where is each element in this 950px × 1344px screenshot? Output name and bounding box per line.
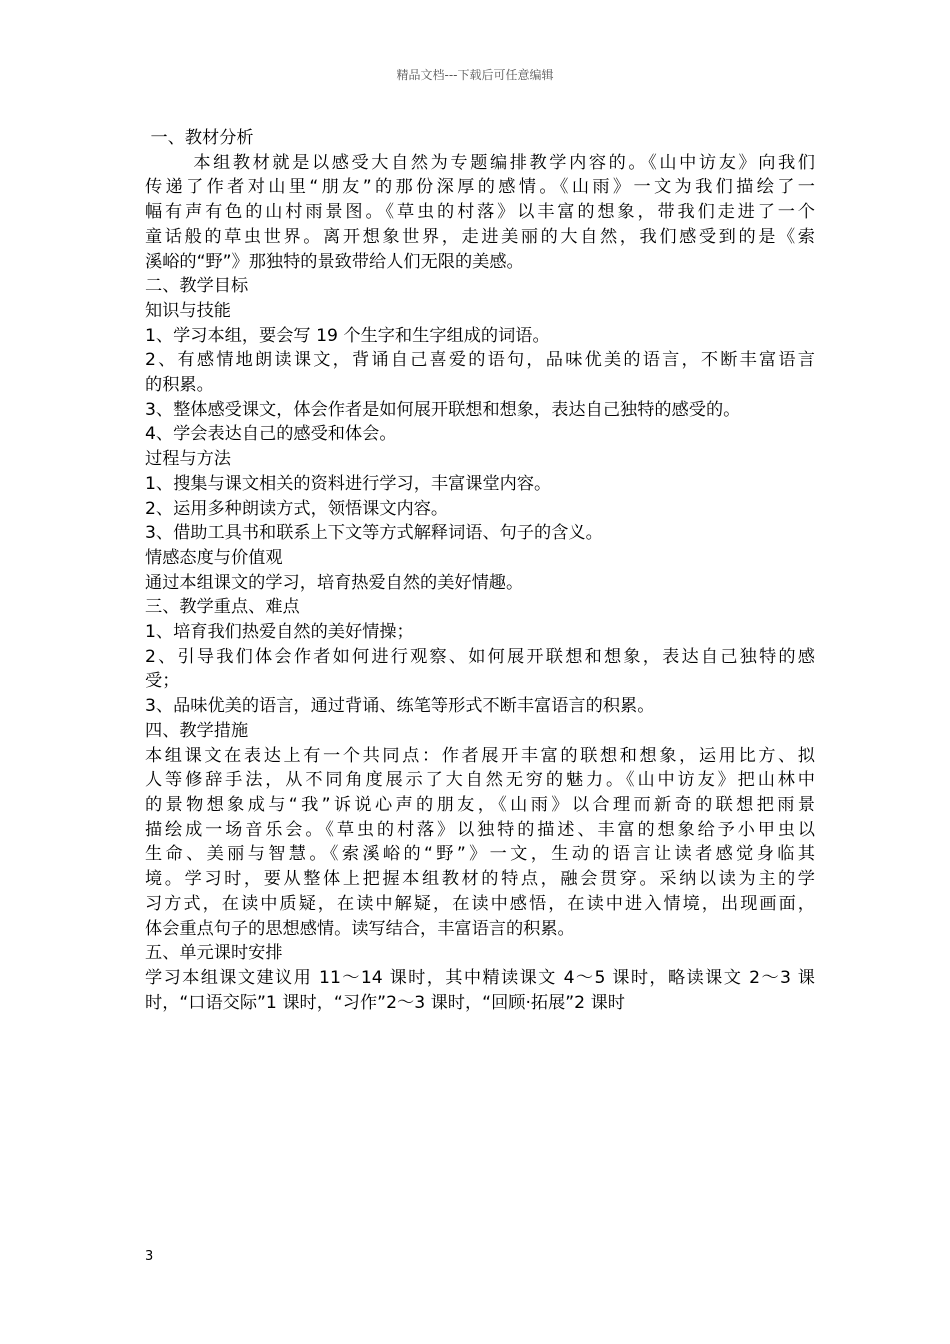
- text-line: 通过本组课文的学习，培育热爱自然的美好情趣。: [145, 572, 524, 593]
- text-line: 知识与技能: [145, 300, 231, 321]
- text-line: 学习本组课文建议用 11～14 课时，其中精读课文 4～5 课时，略读课文 2～3 课: [145, 967, 815, 988]
- text-line: 1、培育我们热爱自然的美好情操；: [145, 622, 414, 643]
- text-line: 本组教材就是以感受大自然为专题编排教学内容的。《山中访友》向我们: [145, 152, 815, 173]
- page-number: 3: [145, 1249, 154, 1264]
- text-line: 溪峪的“野”》那独特的景致带给人们无限的美感。: [145, 251, 524, 272]
- text-line: 情感态度与价值观: [145, 547, 283, 568]
- text-line: 的景物想象成与“我”诉说心声的朋友，《山雨》以合理而新奇的联想把雨景: [145, 794, 815, 815]
- text-line: 习方式，在读中质疑，在读中解疑，在读中感悟，在读中进入情境，出现画面，: [145, 893, 815, 914]
- text-line: 境。学习时，要从整体上把握本组教材的特点，融会贯穿。采纳以读为主的学: [145, 869, 815, 890]
- text-line: 体会重点句子的思想感情。读写结合，丰富语言的积累。: [145, 918, 575, 939]
- text-line: 2、引导我们体会作者如何进行观察、如何展开联想和想象，表达自己独特的感: [145, 646, 815, 667]
- text-line: 描绘成一场音乐会。《草虫的村落》以独特的描述、丰富的想象给予小甲虫以: [145, 819, 815, 840]
- text-line: 三、教学重点、难点: [145, 597, 300, 618]
- text-line: 本组课文在表达上有一个共同点：作者展开丰富的联想和想象，运用比方、拟: [145, 745, 815, 766]
- text-line: 一、教材分析: [145, 128, 254, 148]
- text-line: 3、借助工具书和联系上下文等方式解释词语、句子的含义。: [145, 523, 603, 544]
- text-line: 童话般的草虫世界。离开想象世界，走进美丽的大自然，我们感受到的是《索: [145, 226, 815, 247]
- document-body: [145, 126, 815, 1015]
- text-line: 的积累。: [145, 375, 214, 396]
- text-line: 过程与方法: [145, 449, 231, 470]
- text-line: 1、学习本组，要会写 19 个生字和生字组成的词语。: [145, 325, 550, 346]
- text-line: 时，“口语交际”1 课时，“习作”2～3 课时，“回顾·拓展”2 课时: [145, 992, 625, 1013]
- text-line: 生命、美丽与智慧。《索溪峪的“野”》一文，生动的语言让读者感觉身临其: [145, 844, 815, 865]
- text-line: 3、整体感受课文，体会作者是如何展开联想和想象，表达自己独特的感受的。: [145, 399, 741, 420]
- text-line: 二、教学目标: [145, 276, 249, 297]
- text-line: 四、教学措施: [145, 720, 249, 741]
- text-line: 幅有声有色的山村雨景图。《草虫的村落》以丰富的想象，带我们走进了一个: [145, 202, 815, 223]
- text-line: 3、品味优美的语言，通过背诵、练笔等形式不断丰富语言的积累。: [145, 696, 655, 717]
- text-line: 1、搜集与课文相关的资料进行学习，丰富课堂内容。: [145, 473, 552, 494]
- text-line: 五、单元课时安排: [145, 943, 283, 964]
- text-line: 受；: [145, 671, 180, 692]
- text-line: 传递了作者对山里“朋友”的那份深厚的感情。《山雨》一文为我们描绘了一: [145, 177, 815, 198]
- text-line: 2、有感情地朗读课文，背诵自己喜爱的语句，品味优美的语言，不断丰富语言: [145, 350, 815, 371]
- page-header: 精品文档---下载后可任意编辑: [396, 68, 554, 82]
- text-line: 人等修辞手法，从不同角度展示了大自然无穷的魅力。《山中访友》把山林中: [145, 770, 815, 791]
- text-line: 4、学会表达自己的感受和体会。: [145, 424, 397, 445]
- text-line: 2、运用多种朗读方式，领悟课文内容。: [145, 498, 449, 519]
